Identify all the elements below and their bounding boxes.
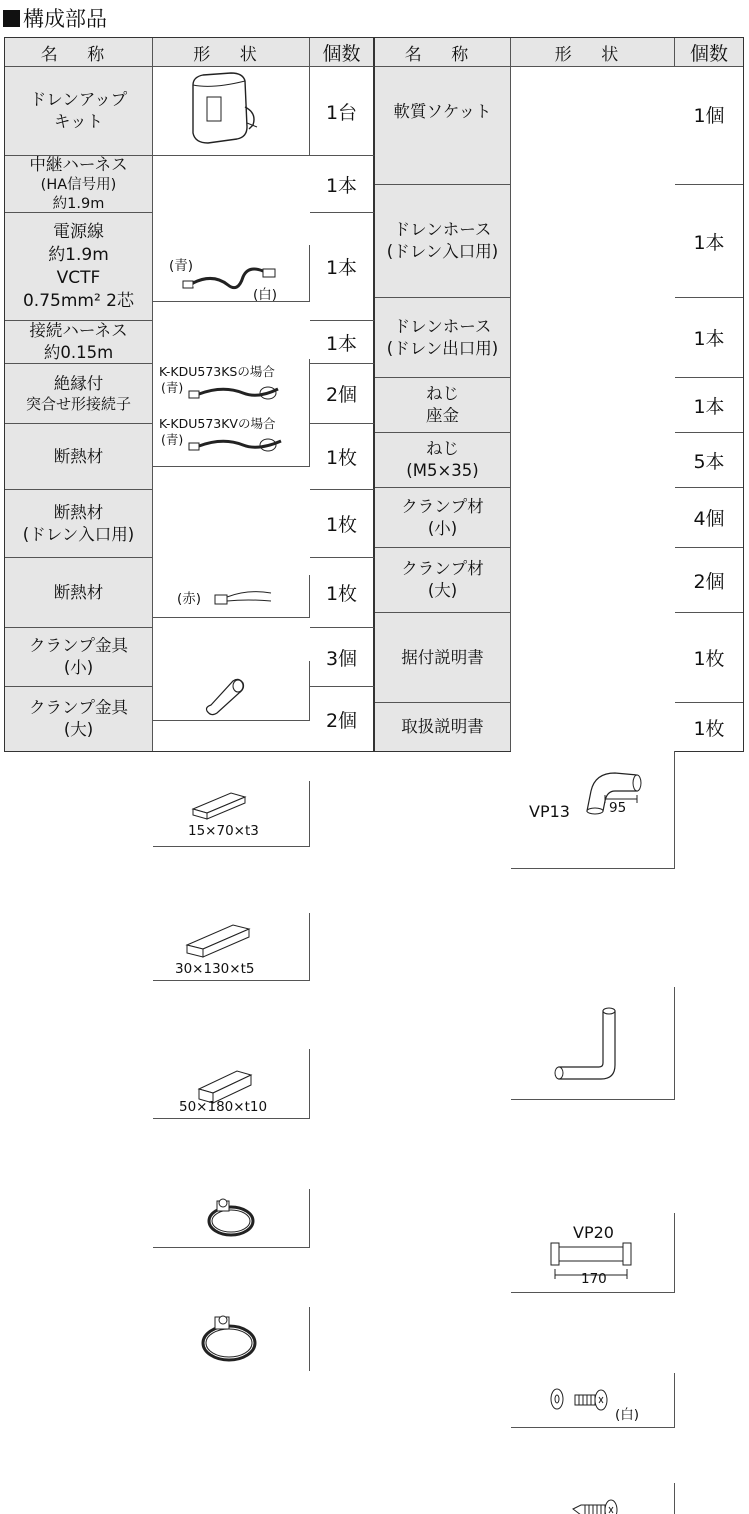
name-line: 接続ハーネス (29, 321, 128, 340)
screw-washer-image (511, 1373, 675, 1428)
name-line: クランプ金具 (29, 698, 128, 717)
part-count: 1枚 (675, 613, 743, 703)
drain-hose-elbow-icon (511, 987, 675, 1100)
header-name-right: 名 称 (375, 38, 511, 67)
dimension-label: 170 (581, 1271, 607, 1287)
drain-hose-outlet-image (511, 1213, 675, 1293)
header-count-left: 個数 (310, 38, 375, 67)
name-line: クランプ金具 (29, 636, 128, 655)
part-count: 2個 (310, 364, 375, 424)
screw-washer-icon (511, 1373, 675, 1428)
name-line: (大) (63, 720, 94, 739)
name-line: キット (53, 112, 104, 131)
part-name (5, 156, 153, 213)
blue-label: (青) (161, 432, 184, 447)
dimension-label: 15×70×t3 (188, 823, 259, 839)
name-line: (大) (427, 581, 458, 600)
white-label: (白) (253, 287, 278, 303)
part-count: 2個 (675, 548, 743, 613)
clamp-large-image (153, 1307, 310, 1371)
name-line: ドレンアップ (29, 90, 128, 109)
square-bullet-icon (3, 10, 20, 27)
name-line: 約1.9m (52, 196, 105, 212)
name-line: ドレンホース (393, 316, 492, 336)
part-name (375, 488, 511, 548)
blue-label: (青) (169, 258, 194, 274)
hose-clamp-icon (153, 1307, 310, 1371)
section-title-text: 構成部品 (23, 7, 107, 31)
part-name (5, 321, 153, 364)
model-ks-label: K-KDU573KSの場合 (159, 364, 275, 379)
name-line: ねじ (426, 439, 459, 458)
part-count: 2個 (310, 687, 375, 751)
name-line: (ドレン入口用) (22, 524, 135, 544)
vp20-label: VP20 (573, 1223, 614, 1242)
soft-socket-image (511, 751, 675, 869)
name-line: 絶縁付 (53, 374, 104, 393)
name-line: 取扱説明書 (401, 717, 484, 736)
part-name (5, 628, 153, 687)
name-line: 0.75mm² 2芯 (22, 290, 134, 311)
name-line: 据付説明書 (401, 647, 484, 667)
part-name (375, 185, 511, 298)
vp13-label: VP13 (529, 802, 570, 821)
connection-harness-image (153, 575, 310, 618)
parts-table (4, 37, 744, 1423)
part-name (375, 298, 511, 378)
blue-label: (青) (161, 380, 184, 395)
dimension-label: 30×130×t5 (175, 961, 255, 977)
count-value: 1個 (693, 105, 725, 127)
part-count: 1枚 (310, 490, 375, 558)
name-line: ドレンホース (393, 220, 492, 239)
part-count: 1台 (310, 67, 375, 156)
header-shape-right: 形 状 (511, 38, 675, 67)
part-name (5, 67, 153, 156)
screw-image (511, 1483, 675, 1514)
part-count: 3個 (310, 628, 375, 687)
insulation-large-image (153, 1049, 310, 1119)
part-count: 1枚 (693, 717, 725, 740)
part-count: 1枚 (310, 424, 375, 490)
name-line: VCTF (56, 267, 101, 288)
part-name (5, 490, 153, 558)
name-line: 約0.15m (43, 343, 114, 362)
part-name (5, 213, 153, 321)
part-count: 1本 (675, 185, 743, 298)
part-name (5, 687, 153, 751)
screw-icon (511, 1483, 675, 1514)
part-name (375, 67, 511, 185)
name-line: 断熱材 (53, 502, 104, 522)
header-name-left: 名 称 (5, 38, 153, 67)
name-line: (M5×35) (406, 461, 479, 480)
name-line: 突合せ形接続子 (25, 395, 131, 413)
name-line: 中継ハーネス (29, 155, 128, 174)
part-count: 4個 (675, 488, 743, 548)
dimension-label: 50×180×t10 (179, 1099, 268, 1115)
part-name (375, 378, 511, 433)
name-line: 軟質ソケット (393, 102, 492, 121)
name-line: クランプ材 (401, 559, 484, 578)
white-label: (白) (615, 1407, 640, 1423)
power-cable-image (153, 359, 310, 467)
hose-clamp-icon (153, 1189, 310, 1248)
part-count: 1本 (310, 156, 375, 213)
name-line: (ドレン出口用) (386, 338, 499, 358)
section-title (3, 2, 107, 34)
part-name (375, 548, 511, 613)
drain-hose-inlet-image (511, 987, 675, 1100)
insulation-small-image (153, 781, 310, 847)
insulation-medium-image (153, 913, 310, 981)
clamp-small-image (153, 1189, 310, 1248)
name-line: クランプ材 (401, 496, 484, 516)
relay-harness-image (153, 245, 310, 302)
red-label: (赤) (177, 591, 202, 607)
part-count: 1枚 (310, 558, 375, 628)
part-name (5, 424, 153, 490)
part-name (375, 613, 511, 703)
part-name (375, 703, 511, 751)
drain-up-kit-icon (153, 67, 310, 156)
header-count-right: 個数 (675, 38, 743, 67)
name-line: (ドレン入口用) (386, 242, 499, 261)
part-name (5, 364, 153, 424)
part-count (675, 67, 743, 185)
name-line: 断熱材 (53, 582, 104, 602)
drain-up-kit-image (153, 67, 310, 156)
name-line: 断熱材 (53, 446, 104, 466)
part-count: 1本 (310, 213, 375, 321)
name-line: (HA信号用) (40, 177, 117, 193)
part-count: 5本 (675, 433, 743, 488)
part-name (5, 558, 153, 628)
name-line: 座金 (426, 406, 459, 425)
name-line: 約1.9m (48, 244, 109, 265)
name-line: ねじ (426, 384, 459, 403)
name-line: 電源線 (53, 221, 104, 242)
dimension-label: 95 (609, 800, 627, 816)
name-line: (小) (427, 518, 458, 538)
header-shape-left: 形 状 (153, 38, 310, 67)
name-line: (小) (63, 658, 94, 677)
butt-connector-icon (153, 661, 310, 721)
part-count: 1本 (310, 321, 375, 364)
part-count: 1本 (675, 378, 743, 433)
part-name (375, 433, 511, 488)
butt-connector-image (153, 661, 310, 721)
part-count: 1本 (675, 298, 743, 378)
model-kv-label: K-KDU573KVの場合 (159, 416, 276, 431)
